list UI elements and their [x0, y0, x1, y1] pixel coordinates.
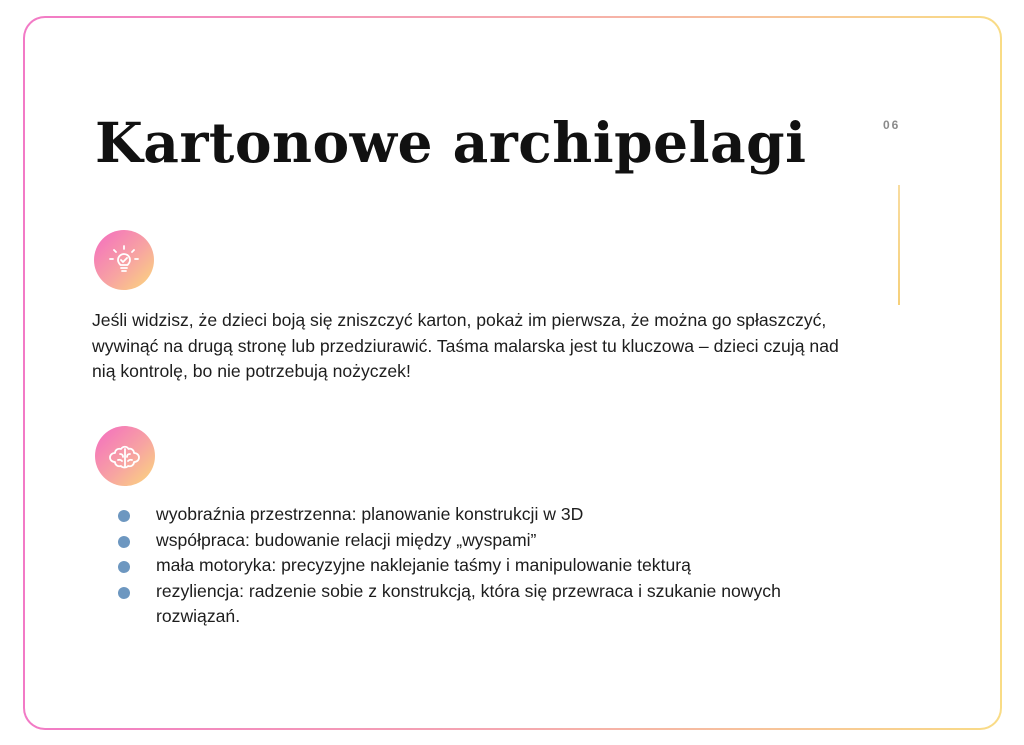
side-rule — [898, 185, 900, 305]
page-number: 06 — [883, 118, 901, 132]
bullet-dot — [118, 510, 130, 522]
list-item-text: wyobraźnia przestrzenna: planowanie konstrukcji w 3D — [156, 504, 584, 524]
skills-list — [113, 502, 833, 630]
bullet-dot — [118, 536, 130, 548]
slide-content — [25, 18, 1000, 728]
list-item — [113, 528, 833, 554]
page-title: Kartonowe archipelagi — [95, 110, 807, 175]
tip-paragraph: Jeśli widzisz, że dzieci boją się zniszczyć karton, pokaż im pierwsza, że można go spłaszczyć, wywinąć na drugą stronę lub przedziurawić. Taśma malarska jest tu kluczowa – dzieci czują nad nią kontrolę, bo nie potrzebują nożyczek! — [92, 310, 839, 381]
list-item — [113, 579, 833, 630]
list-item-text: rezyliencja: radzenie sobie z konstrukcją, która się przewraca i szukanie nowych rozwiązań. — [156, 580, 781, 626]
list-item-text: mała motoryka: precyzyjne naklejanie taśmy i manipulowanie tekturą — [156, 555, 691, 575]
lightbulb-check-icon — [94, 230, 154, 290]
slide-frame — [23, 16, 1002, 730]
list-item — [113, 553, 833, 579]
list-item-text: współpraca: budowanie relacji między „wyspami” — [156, 529, 537, 550]
brain-icon — [95, 426, 155, 486]
bullet-dot — [118, 587, 130, 599]
list-item — [113, 502, 833, 528]
bullet-dot — [118, 561, 130, 573]
